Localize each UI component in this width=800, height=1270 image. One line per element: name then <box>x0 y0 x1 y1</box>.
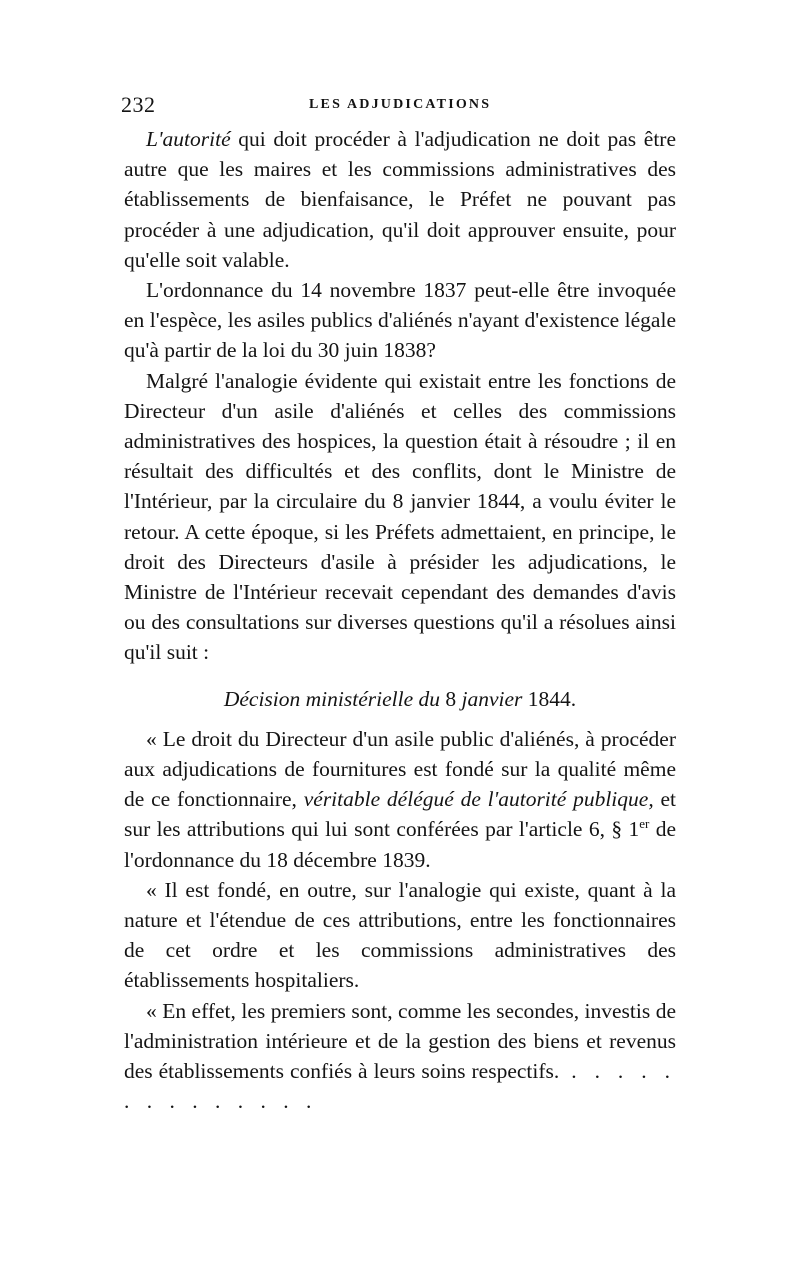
italic-term: L'autorité <box>146 127 231 151</box>
heading-day: 8 <box>440 686 462 711</box>
quote-paragraph-fonde: « Il est fondé, en outre, sur l'analogie qui existe, quant à la nature et l'étendue de ces attributions, entre les fonctionnaires de cet ordre et les commissions administratives des établissements hospitaliers. <box>124 877 676 993</box>
quote-paragraph-effet <box>124 996 676 1117</box>
quote-text: « Le droit du Directeur d'un asile public d'aliénés, à procéder aux adjudications de fournitures est fondé sur la qualité même de ce fonctionnaire, <box>124 726 676 812</box>
heading-year: 1844. <box>522 686 577 711</box>
paragraph-autorite <box>124 124 676 275</box>
page-header <box>121 92 677 122</box>
paragraph-text: qui doit procéder à l'adjudication ne doit pas être autre que les maires et les commissions administratives des établissements de bienfaisance, le Préfet ne pouvant pas procéder à une adjudication, qu'il doit approuver ensuite, pour qu'elle soit valable. <box>124 127 676 272</box>
quote-text: de l'ordonnance du 18 décembre 1839. <box>124 817 676 872</box>
heading-italic-part: Décision ministérielle du <box>223 686 440 711</box>
running-head: LES ADJUDICATIONS <box>309 97 492 112</box>
heading-month: janvier <box>461 686 523 711</box>
section-heading <box>124 684 676 714</box>
quote-italic: véritable délégué de l'autorité publique, <box>303 787 654 812</box>
quote-text: « En effet, les premiers sont, comme les secondes, investis de l'administration intérieure et de la gestion des biens et revenus des établissements confiés à leurs soins respectifs. <box>124 998 676 1084</box>
paragraph-ordonnance: L'ordonnance du 14 novembre 1837 peut-elle être invoquée en l'espèce, les asiles publics d'aliénés n'ayant d'existence légale qu'à partir de la loi du 30 juin 1838? <box>124 278 676 363</box>
quote-text: et sur les attributions qui lui sont conférées par l'article 6, § 1 <box>124 787 677 842</box>
paragraph-analogie: Malgré l'analogie évidente qui existait entre les fonctions de Directeur d'un asile d'aliénés et celles des commissions administratives des hospices, la question était à résoudre ; il en résultait des difficultés et des conflits, dont le Ministre de l'Intérieur, par la circulaire du 8 janvier 1844, a voulu éviter le retour. A cette époque, si les Préfets admettaient, en principe, le droit des Directeurs d'asile à présider les adjudications, le Ministre de l'Intérieur recevait cependant des demandes d'avis ou des consultations sur diverses questions qu'il a résolues ainsi qu'il suit : <box>124 368 676 665</box>
body-text <box>124 124 676 1117</box>
dot-leaders: . . . . . . . . . . . . . . <box>124 1059 676 1114</box>
page-number: 232 <box>121 92 156 117</box>
quote-paragraph-droit <box>124 724 676 875</box>
superscript: er <box>639 816 650 832</box>
